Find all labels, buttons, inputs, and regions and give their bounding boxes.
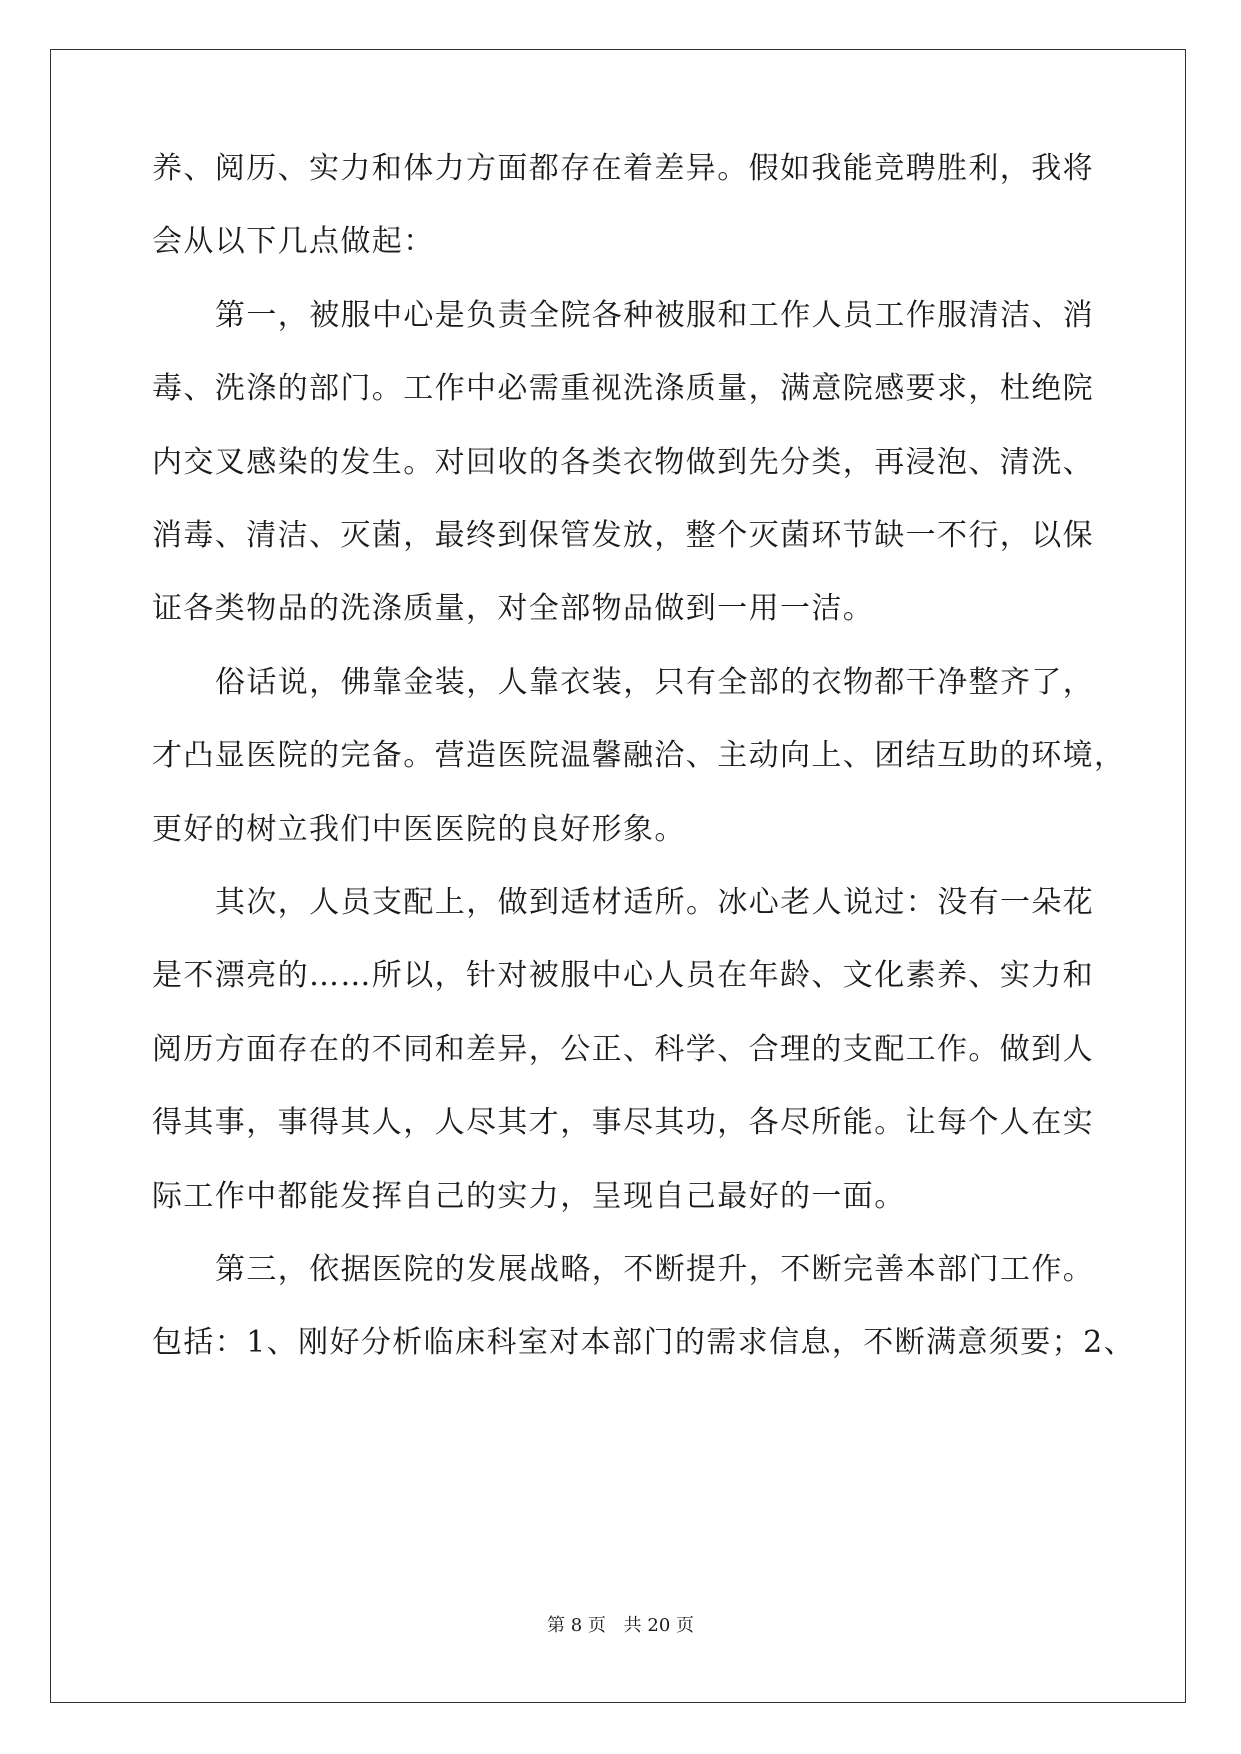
- text-line: 才凸显医院的完备。营造医院温馨融洽、主动向上、团结互助的环境，: [152, 738, 1126, 773]
- text-line: 际工作中都能发挥自己的实力，呈现自己最好的一面。: [152, 1179, 906, 1214]
- text-line: 是不漂亮的……所以，针对被服中心人员在年龄、文化素养、实力和: [152, 958, 1094, 993]
- text-line: 养、阅历、实力和体力方面都存在着差异。假如我能竞聘胜利，我将: [152, 151, 1094, 186]
- text-line: 毒、洗涤的部门。工作中必需重视洗涤质量，满意院感要求，杜绝院: [152, 371, 1094, 406]
- paragraph-first-line: 其次，人员支配上，做到适材适所。冰心老人说过：没有一朵花: [215, 885, 1095, 920]
- text-line: 阅历方面存在的不同和差异，公正、科学、合理的支配工作。做到人: [152, 1032, 1094, 1067]
- page-total: 共 20 页: [623, 1615, 694, 1636]
- text-line: 内交叉感染的发生。对回收的各类衣物做到先分类，再浸泡、清洗、: [152, 445, 1094, 480]
- text-line: 消毒、清洁、灭菌，最终到保管发放，整个灭菌环节缺一不行，以保: [152, 518, 1094, 553]
- text-line: 包括：1、刚好分析临床科室对本部门的需求信息，不断满意须要；2、: [152, 1325, 1135, 1360]
- paragraph-first-line: 第三，依据医院的发展战略，不断提升，不断完善本部门工作。: [215, 1252, 1095, 1287]
- text-line: 得其事，事得其人，人尽其才，事尽其功，各尽所能。让每个人在实: [152, 1105, 1094, 1140]
- text-line: 证各类物品的洗涤质量，对全部物品做到一用一洁。: [152, 591, 875, 626]
- text-line: 会从以下几点做起：: [152, 224, 435, 259]
- paragraph-first-line: 第一，被服中心是负责全院各种被服和工作人员工作服清洁、消: [215, 298, 1095, 333]
- text-line: 更好的树立我们中医医院的良好形象。: [152, 812, 686, 847]
- paragraph-first-line: 俗话说，佛靠金装，人靠衣装，只有全部的衣物都干净整齐了，: [215, 665, 1095, 700]
- page-footer: [0, 1614, 1241, 1638]
- page-number: 第 8 页: [547, 1615, 606, 1636]
